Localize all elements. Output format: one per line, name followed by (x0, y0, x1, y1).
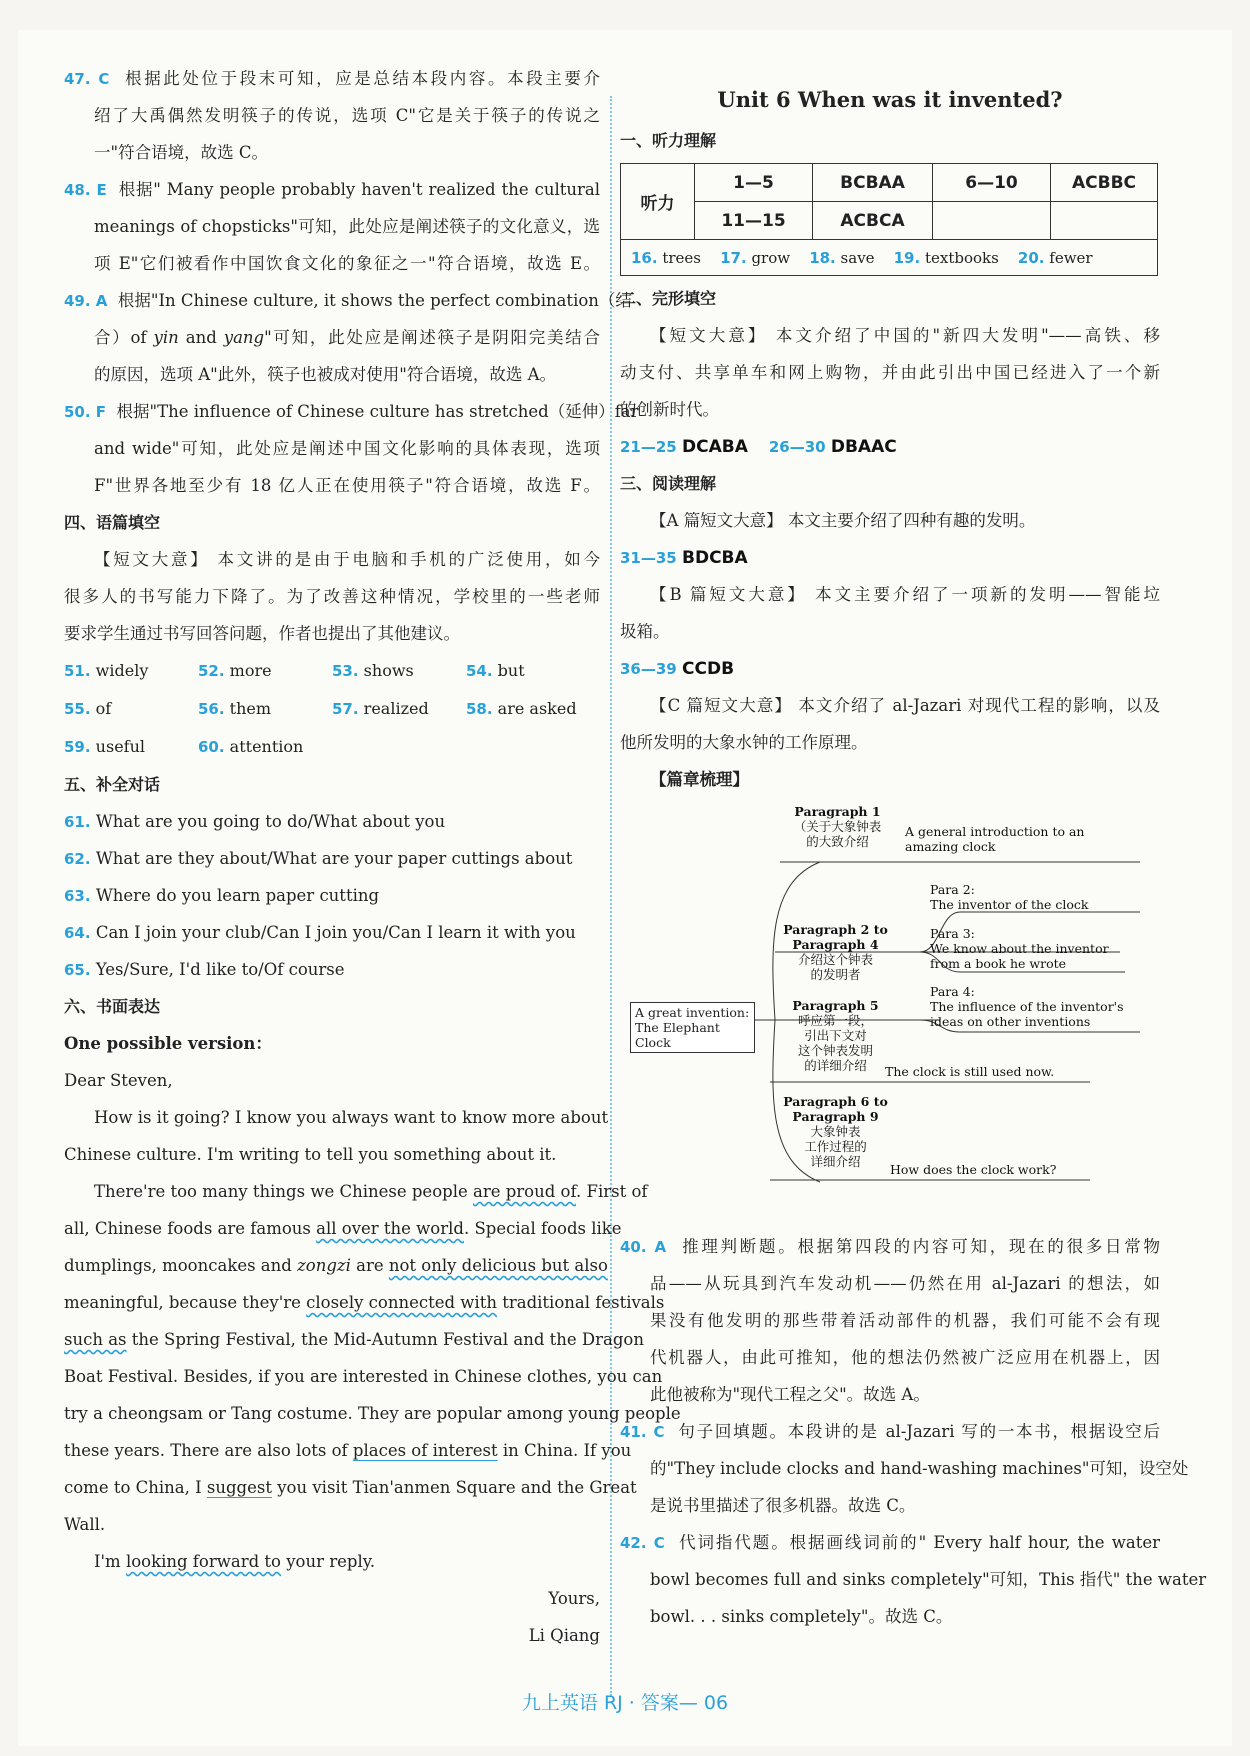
highlight-phrase: places of interest (352, 1441, 498, 1460)
mind-p24: Paragraph 2 to Paragraph 4 介绍这个钟表 的发明者 (783, 922, 888, 982)
essay-p2-line-4: meaningful, because they're closely connected with traditional festivals (64, 1293, 665, 1312)
fill-item: 52. more (198, 661, 272, 680)
dialog-63: 63. Where do you learn paper cutting (64, 886, 380, 905)
mind-p69: Paragraph 6 to Paragraph 9 大象钟表 工作过程的 详细介绍 (783, 1094, 888, 1169)
mind-p1: Paragraph 1 （关于大象钟表 的大致介绍 (793, 804, 882, 849)
fill-item: 53. shows (332, 661, 414, 680)
fill-row-3 (64, 728, 600, 766)
essay-p2-line-6: Boat Festival. Besides, if you are interested in Chinese clothes, you can (64, 1367, 663, 1386)
q49-yin: yin (153, 328, 179, 347)
fill-row-1 (64, 652, 600, 690)
section-6-heading: 六、书面表达 (64, 997, 161, 1016)
q48-line-3: 项 E"它们被看作中国饮食文化的象征之一"符合语境，故选 E。 (94, 254, 600, 273)
mind-para3: Para 3: We know about the inventor from a book he wrote (930, 926, 1109, 971)
q50-line-3: F"世界各地至少有 18 亿人正在使用筷子"符合语境，故选 F。 (94, 476, 600, 495)
mind-root: A great invention: The Elephant Clock (630, 1002, 755, 1053)
table-cell (933, 202, 1051, 240)
dialog-64: 64. Can I join your club/Can I join you/Can I learn it with you (64, 923, 576, 942)
a-answers: 31—35 BDCBA (620, 548, 748, 568)
c-summary-2: 他所发明的大象水钟的工作原理。 (620, 733, 868, 752)
table-label: 听力 (621, 164, 695, 240)
q42-line-3: bowl. . . sinks completely"。故选 C。 (650, 1607, 953, 1626)
fill-item: 58. are asked (466, 699, 577, 718)
b-summary-2: 圾箱。 (620, 622, 670, 641)
sec2-summary-2: 动支付、共享单车和网上购物，并由此引出中国已经进入了一个新 (620, 363, 1160, 382)
dialog-61: 61. What are you going to do/What about you (64, 812, 446, 831)
fill-item: 54. but (466, 661, 525, 680)
cloze-answers: 21—25 DCABA 26—30 DBAAC (620, 437, 897, 457)
section-3-heading: 三、阅读理解 (620, 474, 717, 493)
q40-number: 40. A (620, 1238, 667, 1256)
listening-answer-table (620, 163, 1158, 276)
q49-yang: yang (223, 328, 265, 347)
q41-line-3: 是说书里描述了很多机器。故选 C。 (650, 1496, 916, 1515)
table-cell: ACBCA (813, 202, 933, 240)
q40-line-5: 此他被称为"现代工程之父"。故选 A。 (650, 1385, 930, 1404)
sec4-summary-2: 很多人的书写能力下降了。为了改善这种情况，学校里的一些老师 (64, 587, 600, 606)
q48-line-2: meanings of chopsticks"可知，此处应是阐述筷子的文化意义，选 (94, 217, 600, 236)
outline-mind-map (620, 802, 1160, 1222)
listening-fill-row: 16. trees 17. grow 18. save 19. textbooks 20. fewer (621, 240, 1158, 276)
fill-item: 60. attention (198, 737, 304, 756)
b-answers: 36—39 CCDB (620, 659, 735, 679)
a-summary: 【A 篇短文大意】 本文主要介绍了四种有趣的发明。 (650, 511, 1036, 530)
q40-line-4: 代机器人，由此可推知，他的想法仍然被广泛应用在机器上，因 (650, 1348, 1160, 1367)
q48-number: 48. E (64, 181, 107, 199)
q42-line-2: bowl becomes full and sinks completely"可知，This 指代" the water (650, 1570, 1207, 1589)
essay-p2-line-10: Wall. (64, 1515, 106, 1534)
essay-p3: I'm looking forward to your reply. (94, 1552, 376, 1571)
sec4-summary-1: 【短文大意】 本文讲的是由于电脑和手机的广泛使用，如今 (94, 550, 600, 569)
essay-p2-line-5: such as the Spring Festival, the Mid-Autumn Festival and the Dragon (64, 1330, 644, 1349)
q50-text-1: 根据"The influence of Chinese culture has stretched（延伸）far (116, 402, 639, 421)
fill-item: 56. them (198, 699, 272, 718)
fill-item: 57. realized (332, 699, 429, 718)
essay-signature: Li Qiang (528, 1626, 600, 1645)
sec2-summary-1: 【短文大意】 本文介绍了中国的"新四大发明"——高铁、移 (650, 326, 1160, 345)
table-cell: 6—10 (933, 164, 1051, 202)
highlight-phrase: not only delicious but also (388, 1256, 608, 1275)
q41-line-1: 41. C 句子回填题。本段讲的是 al-Jazari 写的一本书，根据设空后 (620, 1422, 1160, 1441)
q49-number: 49. A (64, 292, 108, 310)
q42-line-1: 42. C 代词指代题。根据画线词前的" Every half hour, the water (620, 1533, 1160, 1552)
highlight-phrase: such as (64, 1330, 127, 1349)
q48-line-1 (64, 171, 600, 208)
sec2-summary-3: 的创新时代。 (620, 400, 719, 419)
q40-line-2: 品——从玩具到汽车发动机——仍然在用 al-Jazari 的想法，如 (650, 1274, 1160, 1293)
table-cell: 1—5 (695, 164, 813, 202)
q50-number: 50. F (64, 403, 107, 421)
section-5-heading: 五、补全对话 (64, 775, 161, 794)
essay-p2-line-1: There're too many things we Chinese people are proud of. First of (94, 1182, 648, 1201)
highlight-phrase: suggest (206, 1478, 272, 1497)
q49-text-2c: "可知，此处应是阐述筷子是阴阳完美结合 (264, 328, 600, 347)
section-2-heading: 二、完形填空 (620, 289, 717, 308)
mind-p69-en: How does the clock work? (890, 1162, 1057, 1177)
mind-para2: Para 2: The inventor of the clock (930, 882, 1089, 912)
dialog-62: 62. What are they about/What are your paper cuttings about (64, 849, 573, 868)
q49-text-2b: and (178, 328, 224, 347)
highlight-phrase: looking forward to (125, 1552, 281, 1571)
essay-p2-line-2: all, Chinese foods are famous all over the world. Special foods like (64, 1219, 622, 1238)
highlight-phrase: all over the world (316, 1219, 464, 1238)
q49-line-2 (64, 319, 600, 356)
section-4-heading: 四、语篇填空 (64, 513, 161, 532)
q49-line-3: 的原因，选项 A"此外，筷子也被成对使用"符合语境，故选 A。 (94, 365, 556, 384)
page-footer: 九上英语 RJ · 答案— 06 (521, 1692, 729, 1714)
q50-line-1 (64, 393, 639, 430)
highlight-phrase: closely connected with (306, 1293, 497, 1312)
q41-line-2: 的"They include clocks and hand-washing machines"可知，设空处 (650, 1459, 1189, 1478)
essay-p2-line-7: try a cheongsam or Tang costume. They are popular among young people (64, 1404, 681, 1423)
essay-p1-line-2: Chinese culture. I'm writing to tell you something about it. (64, 1145, 557, 1164)
q49-text-2a: 合）of (94, 328, 154, 347)
c-summary-1: 【C 篇短文大意】 本文介绍了 al-Jazari 对现代工程的影响，以及 (650, 696, 1160, 715)
table-cell: 11—15 (695, 202, 813, 240)
table-cell: ACBBC (1051, 164, 1158, 202)
essay-closing: Yours, (548, 1589, 600, 1608)
highlight-phrase: are proud of (472, 1182, 576, 1201)
outline-title: 【篇章梳理】 (650, 770, 749, 789)
q47-line-1 (64, 60, 600, 97)
mind-p5-en: The clock is still used now. (885, 1064, 1055, 1079)
fill-item: 59. useful (64, 737, 145, 756)
q47-line-2: 绍了大禹偶然发明筷子的传说，选项 C"它是关于筷子的传说之 (94, 106, 600, 125)
essay-version-label: One possible version： (64, 1034, 272, 1053)
q47-text-1: 根据此处位于段末可知，应是总结本段内容。本段主要介 (125, 69, 600, 88)
fill-row-2 (64, 690, 600, 728)
b-summary-1: 【B 篇短文大意】 本文主要介绍了一项新的发明——智能垃 (650, 585, 1160, 604)
q42-number: 42. C (620, 1534, 665, 1552)
table-cell (1051, 202, 1158, 240)
sec4-summary-3: 要求学生通过书写回答问题，作者也提出了其他建议。 (64, 624, 460, 643)
essay-p2-line-9: come to China, I suggest you visit Tian'anmen Square and the Great (64, 1478, 637, 1497)
essay-p2-line-3: dumplings, mooncakes and zongzi are not only delicious but also (64, 1256, 608, 1275)
fill-item: 55. of (64, 699, 112, 718)
q50-line-2: and wide"可知，此处应是阐述中国文化影响的具体表现，选项 (94, 439, 600, 458)
mind-p1-en: A general introduction to an amazing clock (905, 824, 1085, 854)
essay-p2-line-8: these years. There are also lots of places of interest in China. If you (64, 1441, 632, 1460)
q41-number: 41. C (620, 1423, 665, 1441)
fill-item: 51. widely (64, 661, 149, 680)
q49-text-1: 根据"In Chinese culture, it shows the perfect combination（结 (117, 291, 632, 310)
mind-p5: Paragraph 5 呼应第一段， 引出下文对 这个钟表发明 的详细介绍 (792, 998, 879, 1073)
q47-number: 47. C (64, 70, 110, 88)
q40-line-3: 果没有他发明的那些带着活动部件的机器，我们可能不会有现 (650, 1311, 1160, 1330)
section-1-heading: 一、听力理解 (620, 131, 717, 150)
q40-line-1: 40. A 推理判断题。根据第四段的内容可知，现在的很多日常物 (620, 1237, 1161, 1256)
unit-title: Unit 6 When was it invented? (717, 87, 1063, 112)
dialog-65: 65. Yes/Sure, I'd like to/Of course (64, 960, 345, 979)
essay-greeting: Dear Steven, (64, 1071, 173, 1090)
essay-p1-line-1: How is it going? I know you always want to know more about (94, 1108, 609, 1127)
q47-line-3: 一"符合语境，故选 C。 (94, 143, 268, 162)
mind-para4: Para 4: The influence of the inventor's ideas on other inventions (930, 984, 1124, 1029)
q49-line-1 (64, 282, 632, 319)
q48-text-1: 根据" Many people probably haven't realized the cultural (118, 180, 600, 199)
right-column (620, 78, 1207, 1635)
table-cell: BCBAA (813, 164, 933, 202)
